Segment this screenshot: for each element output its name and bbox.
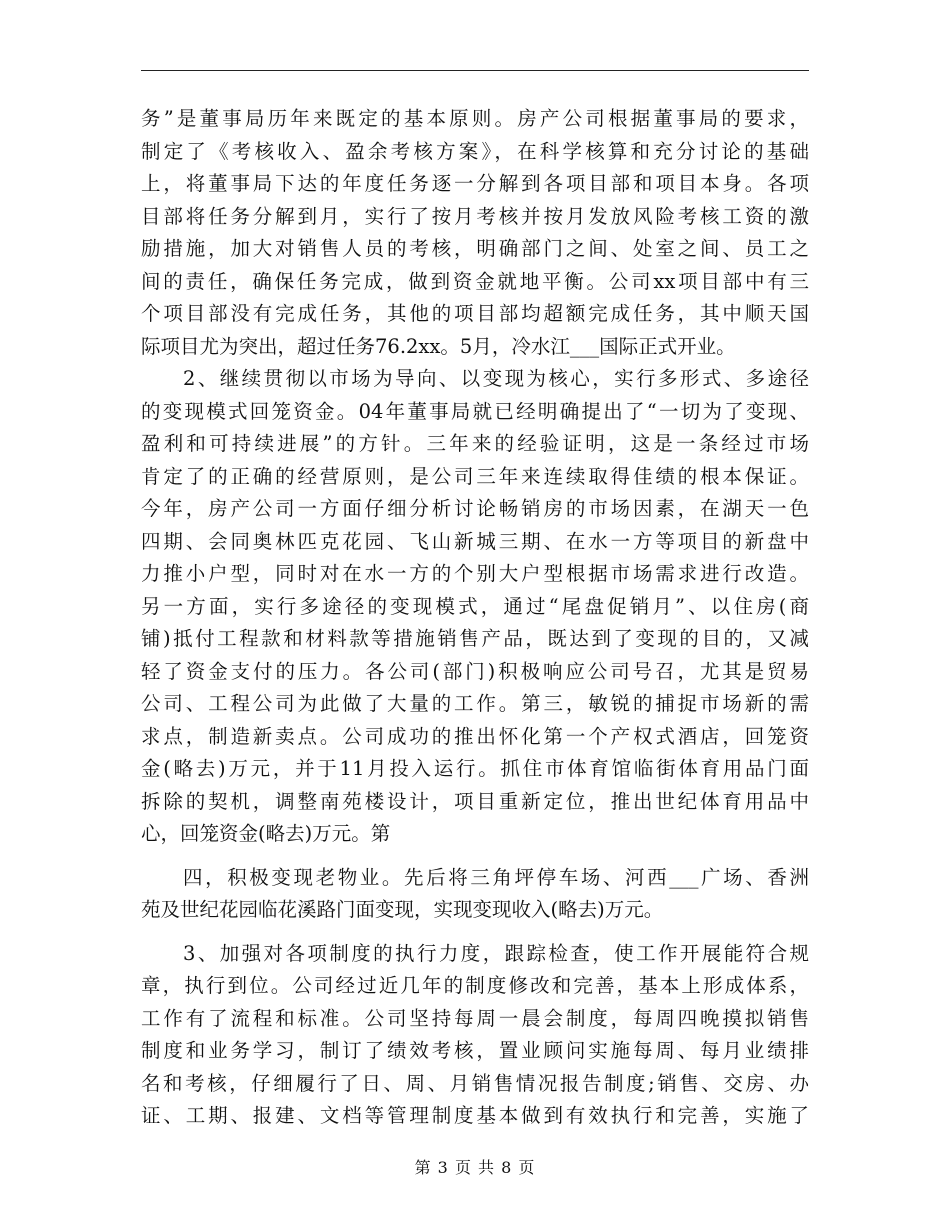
paragraph-1 [141, 103, 809, 363]
text-line: 金(略去)万元，并于11月投入运行。抓住市体育馆临街体育用品门面 [141, 757, 809, 780]
paragraph-2 [141, 363, 809, 851]
paragraph-gap [141, 927, 809, 938]
text-line: 拆除的契机，调整南苑楼设计，项目重新定位，推出世纪体育用品中 [141, 789, 809, 813]
text-line: 个项目部没有完成任务，其他的项目部均超额完成任务，其中顺天国 [141, 302, 809, 325]
text-line: 的变现模式回笼资金。04年董事局就已经明确提出了“一切为了变现、 [141, 399, 809, 423]
text-line: 证、工期、报建、文档等管理制度基本做到有效执行和完善，实施了 [141, 1104, 809, 1127]
text-line: 上，将董事局下达的年度任务逐一分解到各项目部和项目本身。各项 [141, 172, 809, 195]
text-line: 肯定了的正确的经营原则，是公司三年来连续取得佳绩的根本保证。 [141, 464, 809, 488]
paragraph-3 [141, 862, 809, 927]
text-line: 盈利和可持续进展”的方针。三年来的经验证明，这是一条经过市场 [141, 432, 809, 455]
page-number-footer: 第 3 页 共 8 页 [414, 1158, 536, 1177]
text-line: 2、继续贯彻以市场为导向、以变现为核心，实行多形式、多途径 [183, 367, 809, 390]
text-line: 3、加强对各项制度的执行力度，跟踪检查，使工作开展能符合规 [183, 941, 809, 965]
text-line: 制定了《考核收入、盈余考核方案》，在科学核算和充分讨论的基础 [141, 139, 809, 163]
text-line: 章，执行到位。公司经过近几年的制度修改和完善，基本上形成体系， [141, 974, 809, 997]
text-line: 求点，制造新卖点。公司成功的推出怀化第一个产权式酒店，回笼资 [141, 724, 809, 748]
text-line: 制度和业务学习，制订了绩效考核，置业顾问实施每周、每月业绩排 [141, 1039, 809, 1062]
text-line: 今年，房产公司一方面仔细分析讨论畅销房的市场因素，在湖天一色 [141, 497, 809, 520]
text-line: 心，回笼资金(略去)万元。第 [141, 822, 391, 845]
text-line: 务”是董事局历年来既定的基本原则。房产公司根据董事局的要求， [141, 107, 809, 130]
text-line: 名和考核，仔细履行了日、周、月销售情况报告制度;销售、交房、办 [141, 1071, 809, 1095]
document-body [141, 103, 809, 1133]
text-line: 另一方面，实行多途径的变现模式，通过“尾盘促销月”、以住房(商 [141, 594, 809, 618]
paragraph-gap [141, 851, 809, 862]
header-rule [141, 70, 809, 71]
text-line: 目部将任务分解到月，实行了按月考核并按月发放风险考核工资的激 [141, 204, 809, 228]
text-line: 间的责任，确保任务完成，做到资金就地平衡。公司xx项目部中有三 [141, 269, 809, 293]
text-line: 励措施，加大对销售人员的考核，明确部门之间、处室之间、员工之 [141, 237, 809, 260]
text-line: 苑及世纪花园临花溪路门面变现，实现变现收入(略去)万元。 [141, 898, 664, 921]
text-line: 四，积极变现老物业。先后将三角坪停车场、河西___广场、香洲 [183, 865, 809, 889]
text-line: 轻了资金支付的压力。各公司(部门)积极响应公司号召，尤其是贸易 [141, 659, 809, 683]
text-line: 际项目尤为突出，超过任务76.2xx。5月，冷水江___国际正式开业。 [141, 334, 736, 358]
text-line: 四期、会同奥林匹克花园、飞山新城三期、在水一方等项目的新盘中 [141, 529, 809, 553]
text-line: 公司、工程公司为此做了大量的工作。第三，敏锐的捕捉市场新的需 [141, 692, 809, 715]
text-line: 铺)抵付工程款和材料款等措施销售产品，既达到了变现的目的，又减 [141, 627, 809, 650]
text-line: 工作有了流程和标准。公司坚持每周一晨会制度，每周四晚摸拟销售 [141, 1006, 809, 1030]
text-line: 力推小户型，同时对在水一方的个别大户型根据市场需求进行改造。 [141, 562, 809, 585]
paragraph-4 [141, 938, 809, 1133]
